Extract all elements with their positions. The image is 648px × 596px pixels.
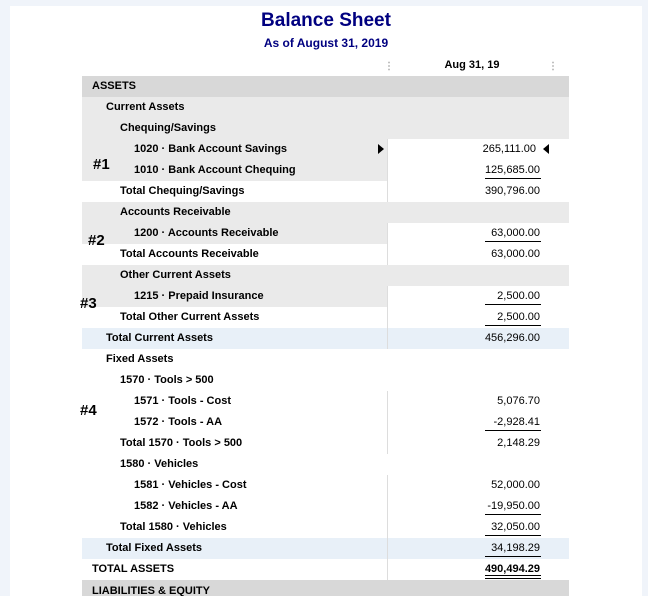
section-header-assets[interactable] [82, 76, 569, 97]
section-header-liabilities-equity[interactable] [82, 580, 569, 596]
row-label: 1570 · Tools > 500 [120, 374, 214, 386]
account-row-1571[interactable] [82, 391, 569, 412]
group-row-accounts-receivable[interactable] [82, 202, 569, 223]
row-amount[interactable]: 63,000.00 [491, 248, 540, 260]
annotation-marker-1: #1 [93, 156, 110, 173]
group-row-1570[interactable] [82, 370, 569, 391]
row-amount[interactable]: 456,296.00 [484, 332, 540, 344]
row-label: ASSETS [92, 80, 137, 92]
group-row-current-assets[interactable] [82, 97, 569, 118]
row-label: Accounts Receivable [120, 206, 231, 218]
total-row-chequing-savings[interactable] [82, 181, 569, 202]
row-label: Total Accounts Receivable [120, 248, 259, 260]
triangle-right-icon [378, 144, 384, 154]
account-row-1215[interactable] [82, 286, 569, 307]
total-row-1570[interactable] [82, 433, 569, 454]
column-grip-icon[interactable]: ⋮ [384, 61, 394, 72]
annotation-marker-4: #4 [80, 402, 97, 419]
underline [485, 178, 541, 179]
row-amount[interactable]: 2,500.00 [497, 290, 540, 302]
annotation-marker-2: #2 [88, 232, 105, 249]
account-row-1581[interactable] [82, 475, 569, 496]
row-amount[interactable]: 32,050.00 [491, 521, 540, 533]
double-underline-top [485, 575, 541, 576]
row-amount[interactable]: 265,111.00 [482, 143, 536, 155]
annotation-marker-3: #3 [80, 295, 97, 312]
row-label: 1571 · Tools - Cost [134, 395, 231, 407]
group-row-1580[interactable] [82, 454, 569, 475]
column-header [82, 56, 569, 78]
column-grip-icon[interactable]: ⋮ [548, 61, 558, 72]
total-row-current-assets[interactable] [82, 328, 569, 349]
account-row-1200[interactable] [82, 223, 569, 244]
row-label: Fixed Assets [106, 353, 174, 365]
row-amount[interactable]: 125,685.00 [484, 164, 540, 176]
group-row-other-current-assets[interactable] [82, 265, 569, 286]
row-label: 1581 · Vehicles - Cost [134, 479, 247, 491]
row-amount[interactable]: 5,076.70 [497, 395, 540, 407]
total-row-accounts-receivable[interactable] [82, 244, 569, 265]
row-label: Total Other Current Assets [120, 311, 260, 323]
row-amount[interactable]: 34,198.29 [491, 542, 540, 554]
row-label: 1580 · Vehicles [120, 458, 199, 470]
row-label: 1020 · Bank Account Savings [134, 143, 288, 155]
total-row-other-current-assets[interactable] [82, 307, 569, 328]
underline [485, 514, 541, 515]
row-amount[interactable]: -2,928.41 [493, 416, 540, 428]
account-row-1572[interactable] [82, 412, 569, 433]
double-underline-bottom [485, 578, 541, 579]
row-label: 1200 · Accounts Receivable [134, 227, 279, 239]
row-amount[interactable]: 52,000.00 [491, 479, 540, 491]
underline [485, 325, 541, 326]
row-amount[interactable]: 63,000.00 [491, 227, 540, 239]
row-label: Chequing/Savings [120, 122, 216, 134]
row-label: TOTAL ASSETS [92, 563, 175, 575]
row-amount[interactable]: 2,500.00 [497, 311, 540, 323]
account-row-1020[interactable] [82, 139, 569, 160]
report-subtitle: As of August 31, 2019 [263, 36, 389, 50]
underline [485, 304, 541, 305]
total-row-assets[interactable] [82, 559, 569, 580]
row-label: Total Current Assets [106, 332, 213, 344]
underline [485, 430, 541, 431]
row-label: Total Chequing/Savings [120, 185, 245, 197]
account-row-1582[interactable] [82, 496, 569, 517]
row-label: 1572 · Tools - AA [134, 416, 223, 428]
row-label: Current Assets [106, 101, 185, 113]
report-title: Balance Sheet [261, 10, 391, 31]
column-header-date[interactable]: Aug 31, 19 [444, 59, 500, 71]
group-row-fixed-assets[interactable] [82, 349, 569, 370]
row-label: 1215 · Prepaid Insurance [134, 290, 264, 302]
report-page [10, 6, 642, 596]
row-amount[interactable]: -19,950.00 [487, 500, 540, 512]
row-label: Other Current Assets [120, 269, 231, 281]
total-row-fixed-assets[interactable] [82, 538, 569, 559]
account-row-1010[interactable] [82, 160, 569, 181]
row-label: Total 1580 · Vehicles [120, 521, 227, 533]
row-label: Total 1570 · Tools > 500 [120, 437, 243, 449]
row-label: Total Fixed Assets [106, 542, 202, 554]
row-amount[interactable]: 390,796.00 [484, 185, 540, 197]
total-row-1580[interactable] [82, 517, 569, 538]
row-amount[interactable]: 2,148.29 [497, 437, 540, 449]
row-label: 1582 · Vehicles - AA [134, 500, 238, 512]
underline [485, 241, 541, 242]
row-label: 1010 · Bank Account Chequing [134, 164, 296, 176]
triangle-left-icon [543, 144, 549, 154]
row-amount[interactable]: 490,494.29 [484, 563, 540, 575]
row-label: LIABILITIES & EQUITY [92, 585, 210, 596]
underline [485, 556, 541, 557]
underline [485, 535, 541, 536]
group-row-chequing-savings[interactable] [82, 118, 569, 139]
